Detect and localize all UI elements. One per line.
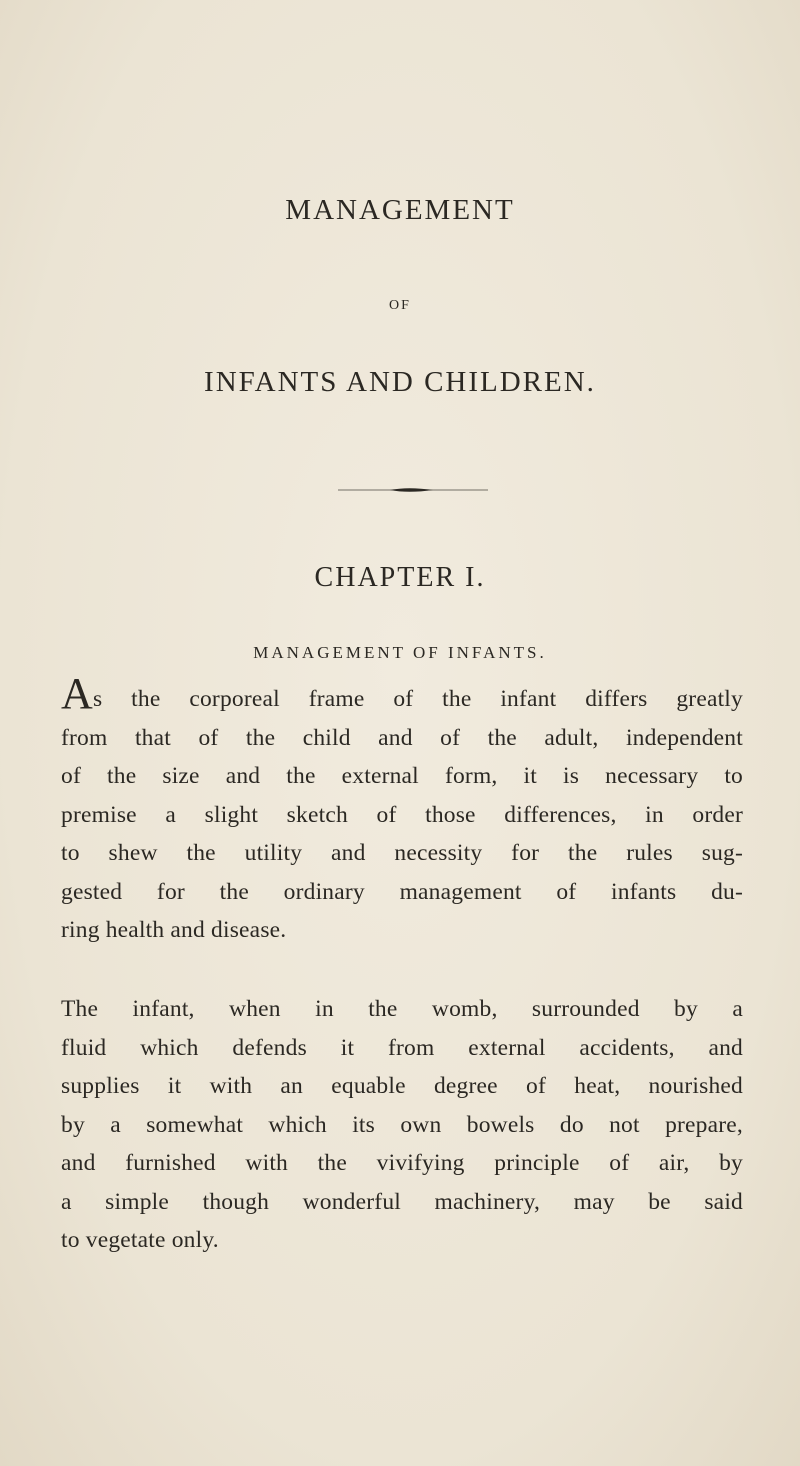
paragraph-1 <box>61 669 743 950</box>
paragraph-2 <box>61 990 743 1260</box>
book-title: MANAGEMENT <box>285 194 515 226</box>
paragraph-2-line-5: and furnished with the vivifying principle of air, by <box>61 1150 743 1176</box>
paragraph-1-line-1-text: s the corporeal frame of the infant differs greatly <box>92 686 743 712</box>
paragraph-2-line-2: fluid which defends it from external accidents, and <box>61 1034 743 1061</box>
paragraph-2-line-6: a simple though wonderful machinery, may be said <box>61 1188 743 1215</box>
book-title-of: OF <box>389 298 411 313</box>
ornamental-rule <box>338 483 488 497</box>
paragraph-1-line-5: to shew the utility and necessity for the rules sug- <box>61 840 743 866</box>
paragraph-1-line-2: from that of the child and of the adult, independent <box>61 724 743 751</box>
paragraph-1-line-1 <box>61 669 743 719</box>
chapter-subtitle: MANAGEMENT OF INFANTS. <box>253 643 547 662</box>
paragraph-1-line-7: ring health and disease. <box>61 917 287 943</box>
paragraph-2-line-3: supplies it with an equable degree of heat, nourished <box>61 1073 743 1099</box>
paragraph-1-line-4: premise a slight sketch of those differences, in order <box>61 801 743 828</box>
drop-cap: A <box>61 669 93 718</box>
chapter-heading: CHAPTER I. <box>314 562 486 593</box>
paragraph-2-line-4: by a somewhat which its own bowels do not prepare, <box>61 1111 743 1138</box>
paragraph-2-line-1: The infant, when in the womb, surrounded by a <box>61 996 743 1022</box>
book-subtitle: INFANTS AND CHILDREN. <box>204 366 596 398</box>
paragraph-1-line-3: of the size and the external form, it is necessary to <box>61 763 743 789</box>
paragraph-1-line-6: gested for the ordinary management of infants du- <box>61 878 743 905</box>
paragraph-2-line-7: to vegetate only. <box>61 1227 219 1253</box>
